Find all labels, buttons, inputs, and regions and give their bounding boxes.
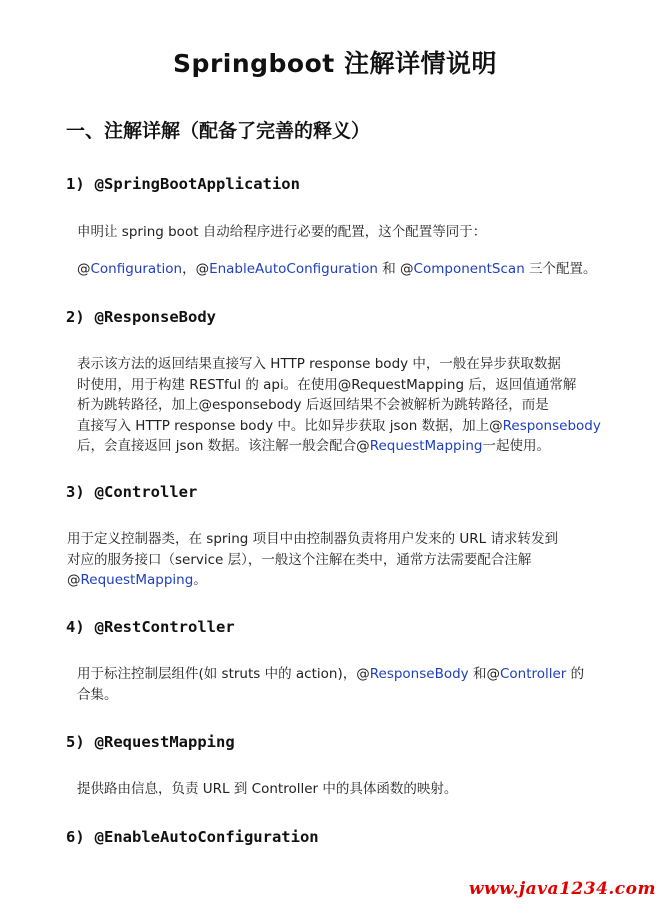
connector-text: 和@ [468,666,500,682]
connector-text: 和 [377,261,401,277]
paragraph-line: 析为跳转路径，加上@esponsebody 后返回结果不会被解析为跳转路径，而是 [77,397,549,413]
paragraph [77,354,637,457]
paragraph-line: 申明让 spring boot 自动给程序进行必要的配置，这个配置等同于： [77,224,487,240]
annotation-name: @EnableAutoConfiguration [94,828,319,846]
responsebody-link[interactable]: ResponseBody [369,666,469,682]
item-number: 2) [66,308,85,326]
annotation-heading-responsebody [66,308,216,326]
at-sign: @ [195,261,210,277]
paragraph [77,779,637,800]
item-number: 1) [66,175,85,193]
line-text: 后，会直接返回 json 数据。该注解一般会配合@ [77,438,370,454]
paragraph-line [77,416,637,437]
tail-text: 。 [193,572,207,588]
at-sign: @ [77,261,91,277]
annotation-name: @SpringBootApplication [94,175,300,193]
paragraph [77,664,637,705]
enableautoconfiguration-link[interactable]: EnableAutoConfiguration [209,261,378,277]
responsebody-link[interactable]: Responsebody [502,417,601,434]
annotation-heading-springbootapplication [66,175,300,193]
paragraph-line: 对应的服务接口（service 层），一般这个注解在类中，通常方法需要配合注解 [67,551,532,568]
tail-text: 三个配置。 [524,261,597,277]
annotation-name: @ResponseBody [94,308,216,326]
annotation-name: @RestController [94,618,235,636]
paragraph-line: 时使用，用于构建 RESTful 的 api。在使用@RequestMapping 后，返回值通常解 [77,376,577,393]
annotation-heading-requestmapping [66,733,235,751]
annotation-heading-controller [66,483,197,501]
at-sign: @ [67,572,81,588]
at-sign: @ [400,261,414,277]
paragraph-line [77,436,637,457]
requestmapping-link[interactable]: RequestMapping [80,572,194,588]
item-number: 5) [66,733,85,751]
line-text: 用于标注控制层组件(如 struts 中的 action)，@ [77,666,370,682]
paragraph-line [77,259,637,280]
item-number: 3) [66,483,85,501]
paragraph-line: 用于定义控制器类，在 spring 项目中由控制器负责将用户发来的 URL 请求转发到 [67,531,558,547]
paragraph-line [77,664,637,685]
document-title: Springboot 注解详情说明 [173,49,497,78]
annotation-heading-restcontroller [66,618,235,636]
controller-link[interactable]: Controller [499,666,567,682]
line-text: 直接写入 HTTP response body 中。比如异步获取 json 数据，加上@ [77,417,503,434]
paragraph-line: 合集。 [77,686,118,703]
componentscan-link[interactable]: ComponentScan [413,261,525,277]
annotation-heading-enableautoconfiguration [66,828,319,846]
separator: ， [182,261,196,277]
section-title: 一、注解详解（配备了完善的释义） [66,120,371,142]
paragraph-line: 提供路由信息，负责 URL 到 Controller 中的具体函数的映射。 [77,781,458,797]
annotation-name: @Controller [94,483,198,501]
paragraph [77,259,637,280]
paragraph [67,529,637,591]
tail-text: 的 [566,666,585,682]
item-number: 6) [66,828,85,846]
watermark-text: www.java1234.com [468,879,656,899]
requestmapping-link[interactable]: RequestMapping [369,438,483,454]
paragraph-line [67,570,637,591]
item-number: 4) [66,618,85,636]
paragraph [77,222,637,243]
paragraph-line: 表示该方法的返回结果直接写入 HTTP response body 中，一般在异步获取数据 [77,356,561,372]
configuration-link[interactable]: Configuration [90,261,183,277]
tail-text: 一起使用。 [482,438,550,454]
annotation-name: @RequestMapping [94,733,235,751]
